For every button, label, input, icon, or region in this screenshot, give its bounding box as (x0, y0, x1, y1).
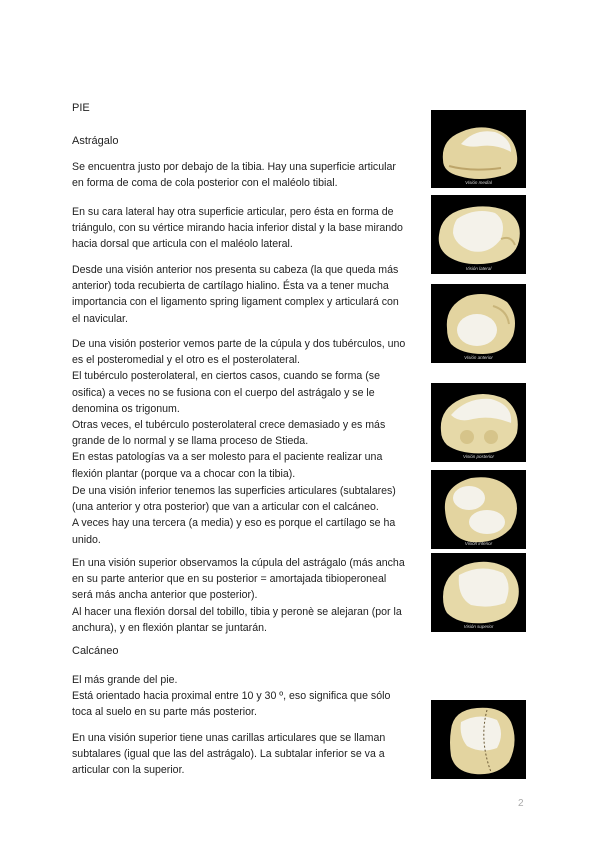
caption-posterior: Visión posterior (463, 454, 494, 459)
talus-inferior-illustration (431, 470, 526, 549)
talus-posterior-view-image (431, 383, 526, 462)
talus-medial-illustration (431, 110, 526, 188)
paragraph-3: Desde una visión anterior nos presenta su cabeza (la que queda más anterior) toda recubierta de cartílago hialino. Ésta va a tener mucha importancia con el ligamento spring ligament complex y articulará con el navicular. (72, 264, 399, 325)
calcaneus-superior-view-image (431, 700, 526, 779)
page-heading: PIE (72, 102, 90, 114)
caption-superior: Visión superior (463, 624, 494, 629)
talus-inferior-view-image (431, 470, 526, 549)
talus-medial-view-image (431, 110, 526, 188)
calcaneus-illustration (431, 700, 526, 779)
talus-lateral-view-image (431, 195, 526, 274)
talus-lateral-illustration (431, 195, 526, 274)
caption-medial: Visión medial (465, 180, 492, 185)
paragraph-5: De una visión inferior tenemos las superficies articulares (subtalares) (una anterior y otra posterior) que van a articular con el calcáneo. A veces hay una tercera (a media) y eso es porque el cartílago se ha unido. (72, 485, 396, 546)
paragraph-6: En una visión superior observamos la cúpula del astrágalo (más ancha en su parte anterior que en su posterior = amortajada tibioperoneal será más ancha anterior que posterior). Al hacer una flexión dorsal del tobillo, tibia y peronè se alejaran (por la anchura), y en flexión plantar se juntarán. (72, 557, 405, 634)
talus-anterior-view-image (431, 284, 526, 363)
paragraph-4: De una visión posterior vemos parte de la cúpula y dos tubérculos, uno es el posteromedial y el otro es el posterolateral. El tubérculo posterolateral, en ciertos casos, cuando se forma (se osifica) a veces no se fusiona con el cuerpo del astrágalo y se le denomina os trigonum. Otras veces, el tubérculo posterolateral crece demasiado y es más grande de lo normal y se llama proceso de Stieda. En estas patologías va a ser molesto para el paciente realizar una flexión plantar (porque va a chocar con la tibia). (72, 338, 406, 480)
talus-posterior-illustration (431, 383, 526, 462)
page-number: 2 (518, 798, 524, 809)
caption-lateral: Visión lateral (465, 266, 492, 271)
talus-superior-illustration (431, 553, 526, 632)
section-title-calcaneo: Calcáneo (72, 645, 119, 657)
talus-anterior-illustration (431, 284, 526, 363)
paragraph-2: En su cara lateral hay otra superficie articular, pero ésta en forma de triángulo, con su vértice mirando hacia inferior distal y la base mirando hacia dorsal que articula con el maléolo lateral. (72, 206, 403, 251)
paragraph-8: En una visión superior tiene unas carillas articulares que se llaman subtalares (igual que las del astrágalo). La subtalar inferior se va a articular con la superior. (72, 732, 386, 777)
caption-inferior: Visión inferior (464, 541, 493, 546)
paragraph-1: Se encuentra justo por debajo de la tibia. Hay una superficie articular en forma de coma de cola posterior con el maléolo tibial. (72, 161, 396, 190)
caption-anterior: Visión anterior (464, 355, 493, 360)
talus-superior-view-image (431, 553, 526, 632)
section-title-astragalo: Astrágalo (72, 135, 119, 147)
paragraph-7: El más grande del pie. Está orientado hacia proximal entre 10 y 30 º, eso significa que sólo toca al suelo en su parte más posterior. (72, 674, 391, 719)
